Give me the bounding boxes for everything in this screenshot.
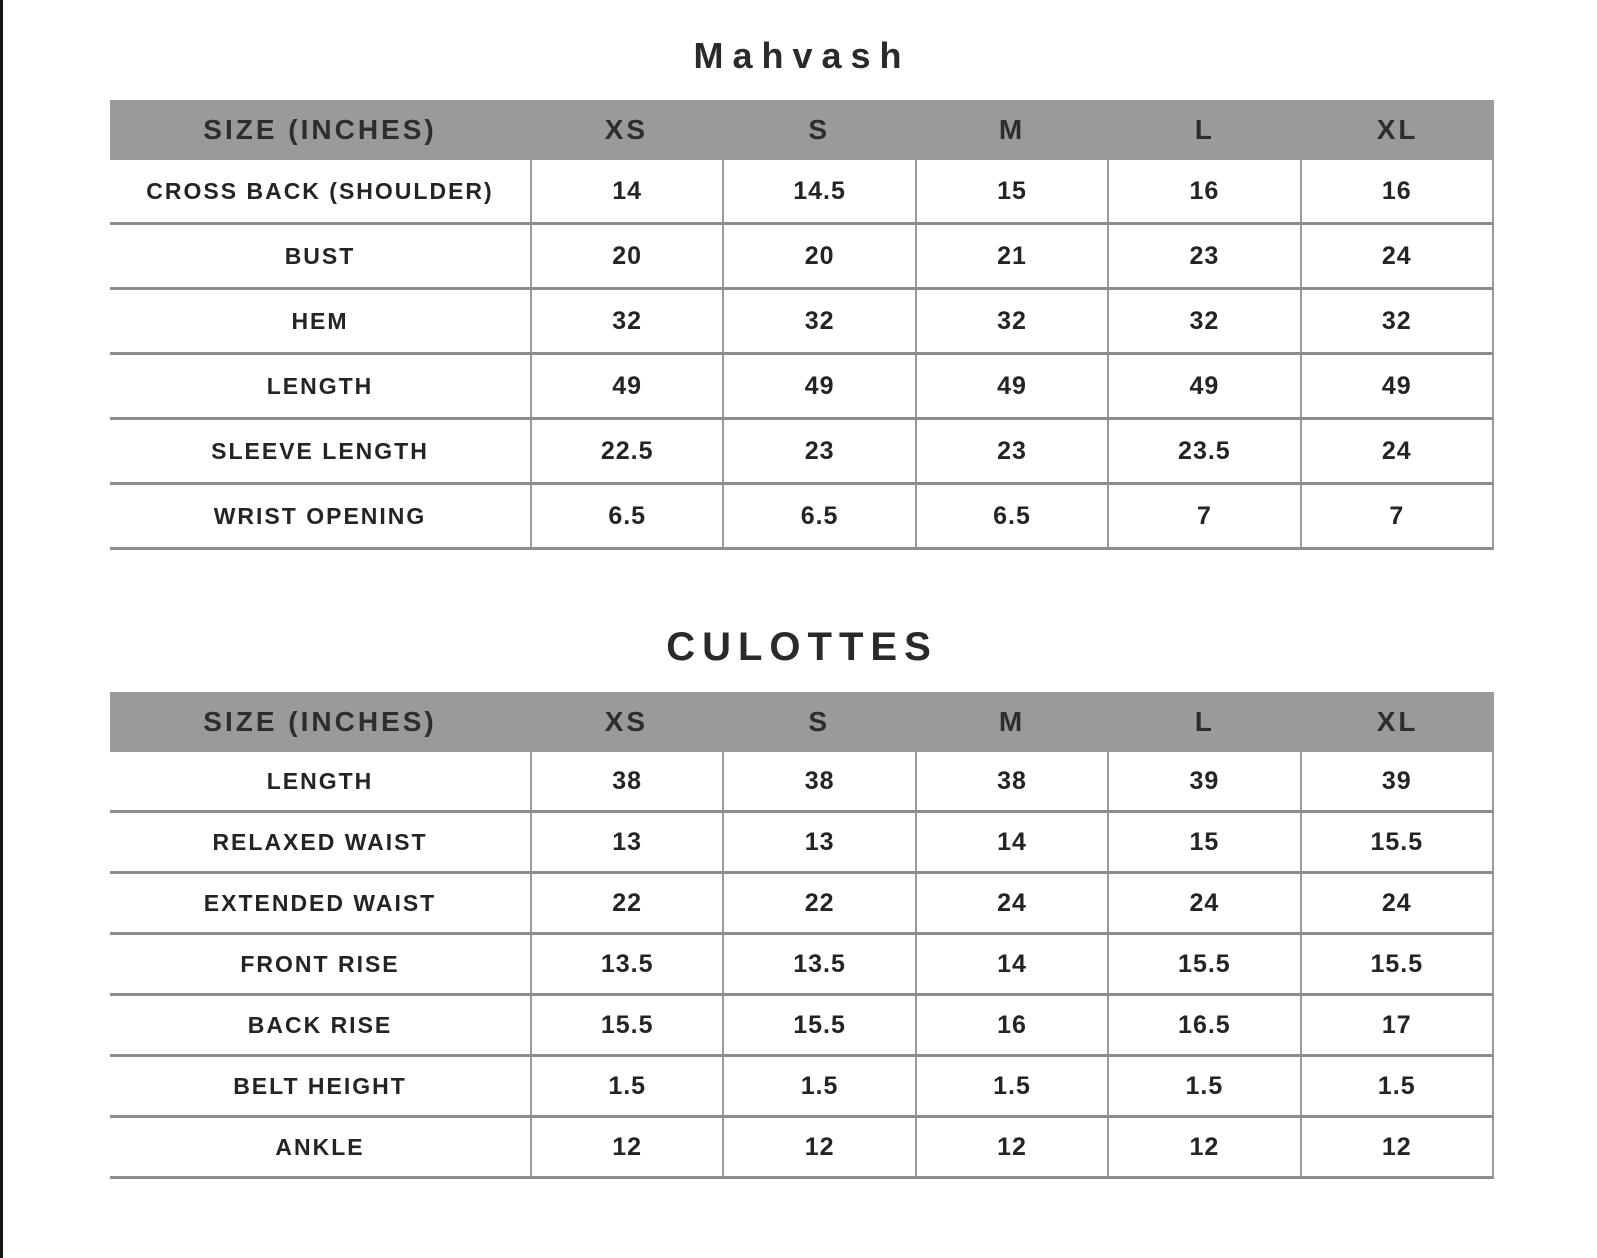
size-column-header: XL (1376, 114, 1419, 145)
table-title-culottes: CULOTTES (666, 625, 938, 669)
measurement-value-cell: 24 (1300, 420, 1492, 482)
measurement-value-cell: 15 (915, 160, 1107, 222)
measurement-value-cell: 22 (530, 874, 722, 932)
measurement-value-cell: 16.5 (1107, 996, 1299, 1054)
measurement-value-cell: 7 (1300, 485, 1492, 547)
measurement-value-cell: 6.5 (915, 485, 1107, 547)
table-row (110, 935, 1494, 996)
table-row (110, 160, 1494, 225)
page-left-edge-line (0, 0, 3, 1258)
measurement-label-cell: HEM (291, 307, 349, 334)
measurement-label-cell: FRONT RISE (240, 950, 400, 977)
measurement-value-cell: 15 (1107, 813, 1299, 871)
measurement-value-cell: 38 (530, 752, 722, 810)
measurement-value-cell: 24 (1107, 874, 1299, 932)
measurement-value-cell: 23 (722, 420, 914, 482)
measurement-value-cell: 16 (915, 996, 1107, 1054)
table-title-mahvash: Mahvash (693, 35, 911, 76)
size-guide-document (110, 0, 1494, 1179)
table-row (110, 752, 1494, 813)
table-row (110, 355, 1494, 420)
measurement-label-cell: BELT HEIGHT (233, 1072, 407, 1099)
measurement-value-cell: 22 (722, 874, 914, 932)
measurement-value-cell: 39 (1107, 752, 1299, 810)
measurement-label-cell: RELAXED WAIST (212, 828, 428, 855)
size-column-header: L (1194, 114, 1215, 145)
size-chart-table-mahvash (110, 100, 1494, 550)
measurement-value-cell: 13.5 (722, 935, 914, 993)
measurement-value-cell: 24 (1300, 874, 1492, 932)
measurement-value-cell: 12 (915, 1118, 1107, 1176)
measurement-label-cell: LENGTH (266, 372, 374, 399)
size-column-header: XL (1376, 706, 1419, 737)
table-row (110, 1118, 1494, 1179)
measurement-value-cell: 49 (915, 355, 1107, 417)
measurement-value-cell: 6.5 (530, 485, 722, 547)
measurement-value-cell: 20 (530, 225, 722, 287)
measurement-value-cell: 49 (1300, 355, 1492, 417)
measurement-value-cell: 49 (1107, 355, 1299, 417)
measurement-value-cell: 32 (530, 290, 722, 352)
size-units-header: SIZE (INCHES) (203, 706, 437, 737)
measurement-value-cell: 12 (1107, 1118, 1299, 1176)
measurement-value-cell: 21 (915, 225, 1107, 287)
measurement-value-cell: 14.5 (722, 160, 914, 222)
measurement-label-cell: LENGTH (266, 767, 374, 794)
measurement-value-cell: 22.5 (530, 420, 722, 482)
measurement-value-cell: 12 (530, 1118, 722, 1176)
measurement-value-cell: 14 (915, 813, 1107, 871)
measurement-value-cell: 32 (1300, 290, 1492, 352)
size-column-header: S (808, 114, 831, 145)
measurement-value-cell: 13.5 (530, 935, 722, 993)
measurement-label-cell: SLEEVE LENGTH (211, 437, 429, 464)
measurement-value-cell: 32 (915, 290, 1107, 352)
table-row (110, 225, 1494, 290)
measurement-value-cell: 38 (722, 752, 914, 810)
size-column-header: S (808, 706, 831, 737)
measurement-value-cell: 14 (915, 935, 1107, 993)
measurement-value-cell: 49 (722, 355, 914, 417)
measurement-value-cell: 15.5 (1300, 935, 1492, 993)
measurement-label-cell: ANKLE (275, 1133, 365, 1160)
table-row (110, 485, 1494, 550)
measurement-value-cell: 38 (915, 752, 1107, 810)
size-column-header: L (1194, 706, 1215, 737)
measurement-value-cell: 49 (530, 355, 722, 417)
size-units-header: SIZE (INCHES) (203, 114, 437, 145)
table-row (110, 420, 1494, 485)
measurement-value-cell: 15.5 (1300, 813, 1492, 871)
table-header-row (110, 692, 1494, 752)
table-row (110, 874, 1494, 935)
table-row (110, 290, 1494, 355)
measurement-value-cell: 13 (530, 813, 722, 871)
measurement-value-cell: 23 (1107, 225, 1299, 287)
measurement-label-cell: EXTENDED WAIST (203, 889, 437, 916)
size-column-header: XS (604, 706, 649, 737)
measurement-label-cell: BACK RISE (247, 1011, 393, 1038)
measurement-value-cell: 20 (722, 225, 914, 287)
table-row (110, 813, 1494, 874)
measurement-value-cell: 1.5 (915, 1057, 1107, 1115)
measurement-value-cell: 14 (530, 160, 722, 222)
measurement-value-cell: 15.5 (530, 996, 722, 1054)
measurement-value-cell: 17 (1300, 996, 1492, 1054)
table-row (110, 1057, 1494, 1118)
measurement-value-cell: 16 (1107, 160, 1299, 222)
table-row (110, 996, 1494, 1057)
measurement-value-cell: 23.5 (1107, 420, 1299, 482)
measurement-label-cell: BUST (284, 242, 356, 269)
measurement-value-cell: 15.5 (722, 996, 914, 1054)
measurement-value-cell: 1.5 (1107, 1057, 1299, 1115)
measurement-value-cell: 1.5 (530, 1057, 722, 1115)
measurement-label-cell: WRIST OPENING (213, 502, 427, 529)
table-body (110, 752, 1494, 1179)
measurement-value-cell: 24 (1300, 225, 1492, 287)
measurement-value-cell: 15.5 (1107, 935, 1299, 993)
measurement-value-cell: 13 (722, 813, 914, 871)
measurement-value-cell: 16 (1300, 160, 1492, 222)
measurement-value-cell: 1.5 (722, 1057, 914, 1115)
size-column-header: M (998, 706, 1026, 737)
table-body (110, 160, 1494, 550)
table-header-row (110, 100, 1494, 160)
measurement-value-cell: 7 (1107, 485, 1299, 547)
size-chart-table-culottes (110, 692, 1494, 1179)
measurement-value-cell: 6.5 (722, 485, 914, 547)
measurement-value-cell: 32 (1107, 290, 1299, 352)
measurement-value-cell: 1.5 (1300, 1057, 1492, 1115)
size-column-header: XS (604, 114, 649, 145)
measurement-value-cell: 39 (1300, 752, 1492, 810)
measurement-value-cell: 24 (915, 874, 1107, 932)
measurement-value-cell: 12 (722, 1118, 914, 1176)
measurement-value-cell: 23 (915, 420, 1107, 482)
size-column-header: M (998, 114, 1026, 145)
measurement-value-cell: 32 (722, 290, 914, 352)
measurement-value-cell: 12 (1300, 1118, 1492, 1176)
measurement-label-cell: CROSS BACK (SHOULDER) (146, 177, 494, 204)
